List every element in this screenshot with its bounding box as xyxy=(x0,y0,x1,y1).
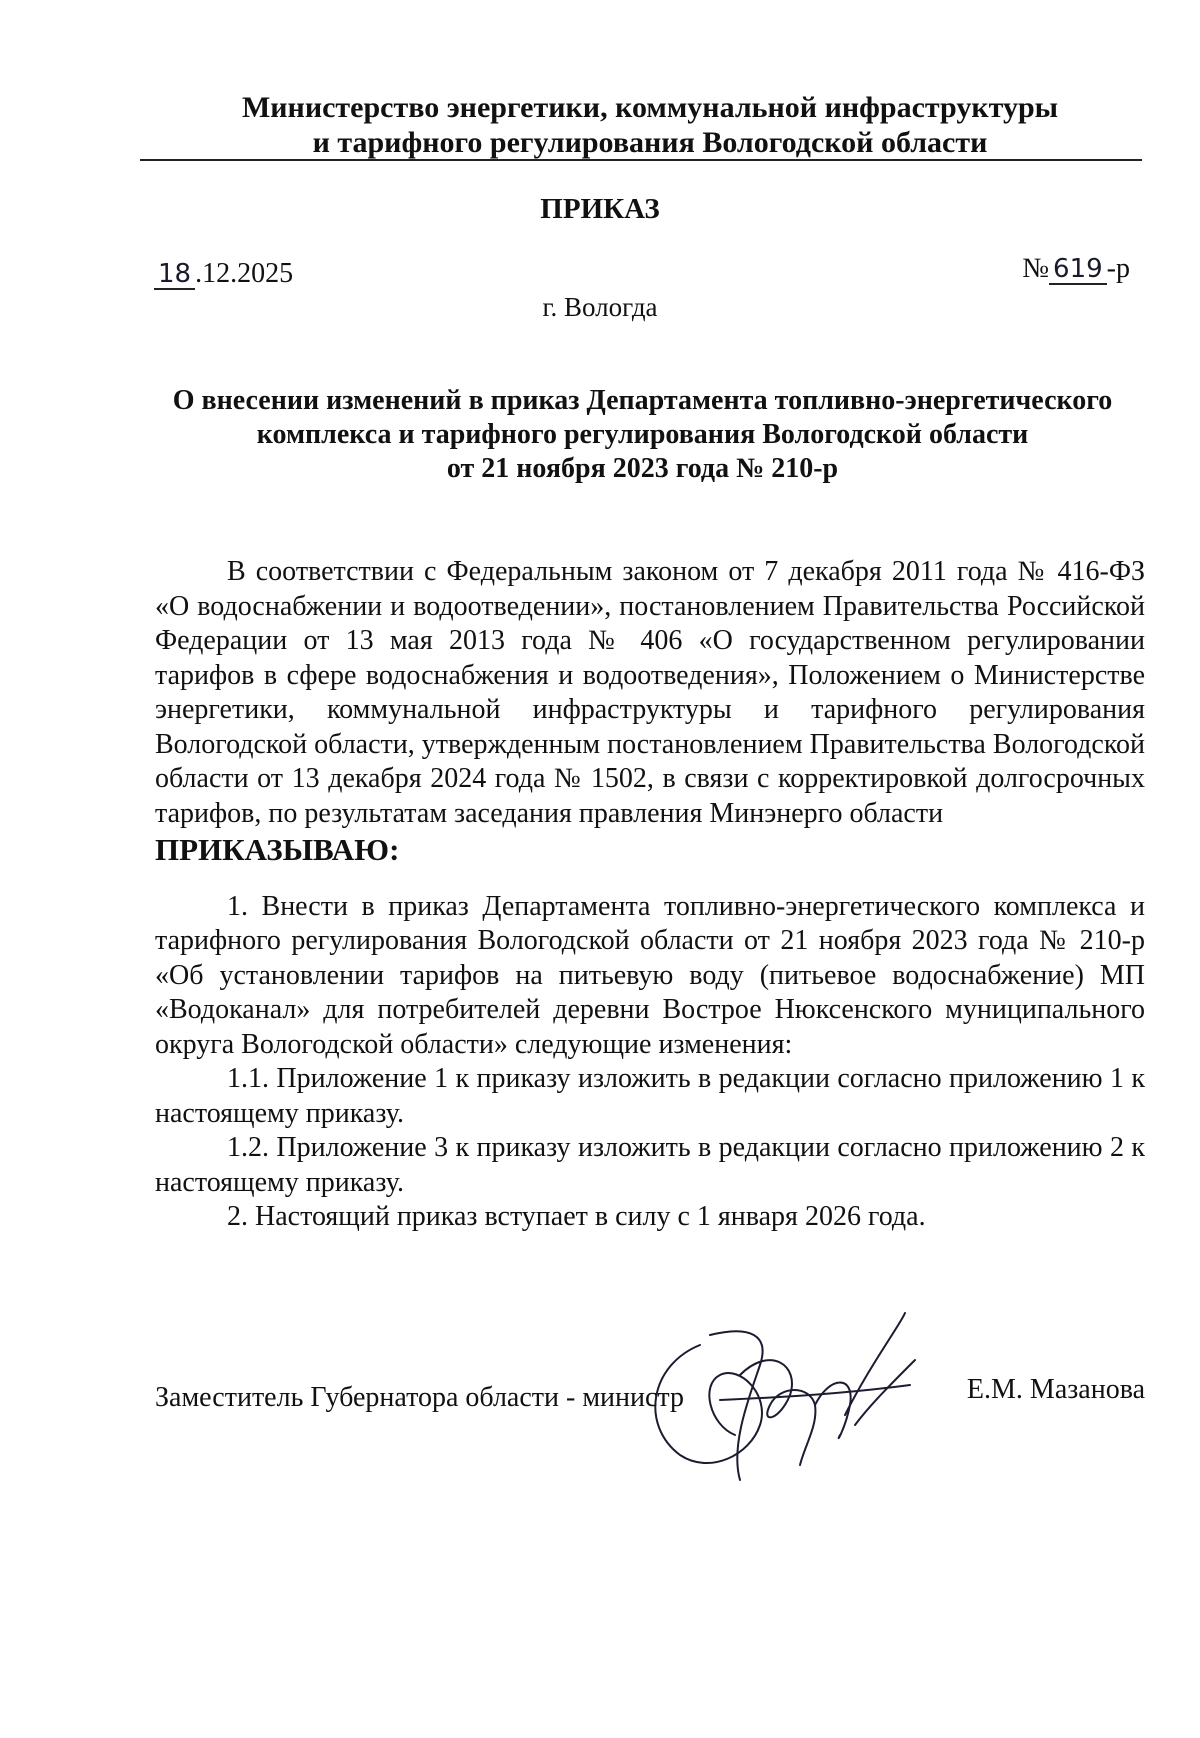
number-handwritten: 619 xyxy=(1049,255,1107,285)
document-date xyxy=(154,258,293,290)
order-item-1-1: 1.1. Приложение 1 к приказу изложить в редакции согласно приложению 1 к настоящему приказу. xyxy=(155,1063,1145,1129)
header-rule xyxy=(140,159,1142,161)
order-item-1-2: 1.2. Приложение 3 к приказу изложить в редакции согласно приложению 2 к настоящему приказу. xyxy=(155,1132,1145,1198)
document-number xyxy=(1022,253,1130,285)
document-type: ПРИКАЗ xyxy=(540,193,660,225)
date-rest: .12.2025 xyxy=(195,258,294,289)
city: г. Вологда xyxy=(542,292,658,322)
orders-word: ПРИКАЗЫВАЮ: xyxy=(155,832,400,867)
subject-line-2: комплекса и тарифного регулирования Вологодской области xyxy=(256,419,1029,450)
signer-name: Е.М. Мазанова xyxy=(966,1374,1145,1405)
number-suffix: -р xyxy=(1106,253,1130,284)
document-body xyxy=(155,555,1145,1235)
order-item-2: 2. Настоящий приказ вступает в силу с 1 января 2026 года. xyxy=(227,1201,926,1232)
ministry-line-2: и тарифного регулирования Вологодской области xyxy=(312,126,988,159)
ministry-line-1: Министерство энергетики, коммунальной инфраструктуры xyxy=(241,91,1059,124)
preamble-paragraph: В соответствии с Федеральным законом от 7 декабря 2011 года № 416-ФЗ «О водоснабжении и водоотведении», постановлением Правительства Российской Федерации от 13 мая 2013 года № 406 «О государственном регулировании тарифов в сфере водоснабжения и водоотведения», Положением о Министерстве энергетики, коммунальной инфраструктуры и тарифного регулирования Вологодской области, утвержденным постановлением Правительства Вологодской области от 13 декабря 2024 года № 1502, в связи с корректировкой долгосрочных тарифов, по результатам заседания правления Минэнерго области xyxy=(155,556,1145,829)
subject-line-1: О внесении изменений в приказ Департамента топливно-энергетического xyxy=(172,385,1113,416)
number-prefix: № xyxy=(1022,253,1050,284)
document-subject xyxy=(140,384,1145,486)
handwritten-signature xyxy=(640,1305,960,1495)
ministry-header xyxy=(150,90,1150,160)
date-day-handwritten: 18 xyxy=(154,260,195,290)
signer-title: Заместитель Губернатора области - министр xyxy=(155,1382,684,1413)
subject-line-3: от 21 ноября 2023 года № 210-р xyxy=(446,453,839,484)
order-item-1: 1. Внести в приказ Департамента топливно-энергетического комплекса и тарифного регулирования Вологодской области от 21 ноября 2023 года № 210-р «Об установлении тарифов на питьевую воду (питьевое водоснабжение) МП «Водоканал» для потребителей деревни Вострое Нюксенского муниципального округа Вологодской области» следующие изменения: xyxy=(155,890,1145,1060)
